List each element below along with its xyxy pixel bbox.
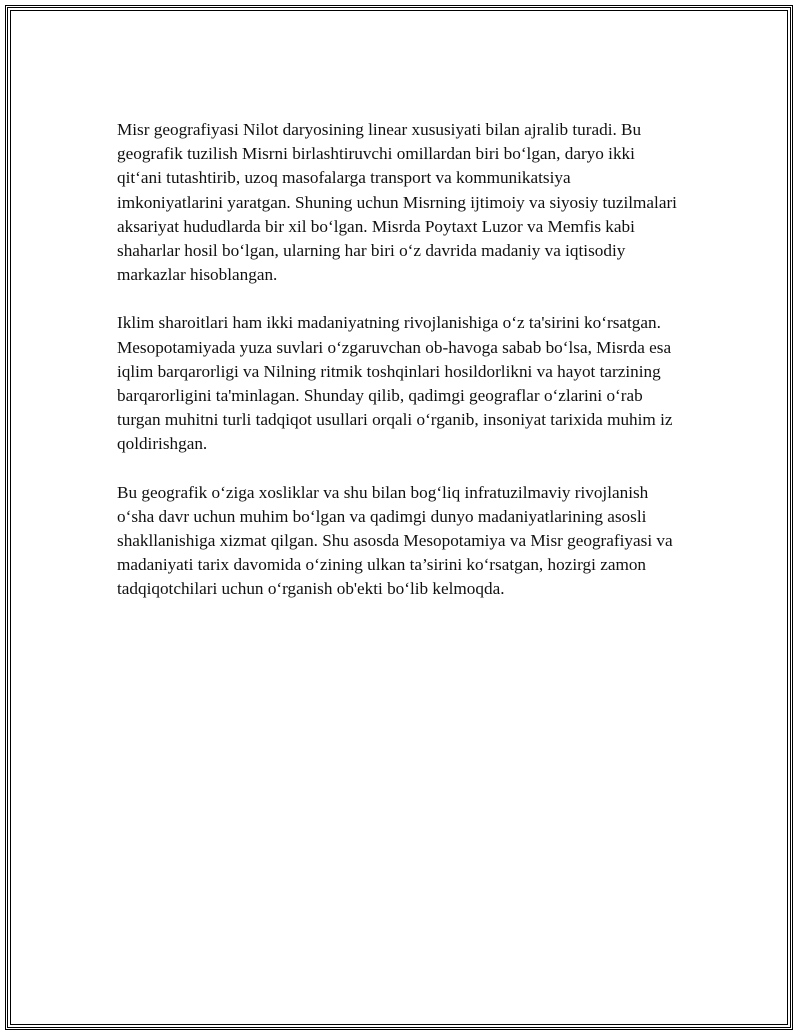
paragraph-1: Misr geografiyasi Nilot daryosining linear xususiyati bilan ajralib turadi. Bu geografik tuzilish Misrni birlashtiruvchi omillardan biri bo‘lgan, daryo ikki qit‘ani tutashtirib, uzoq masofalarga transport va kommunikatsiya imkoniyatlarini yaratgan. Shuning uchun Misrning ijtimoiy va siyosiy tuzilmalari aksariyat hududlarda bir xil bo‘lgan. Misrda Poytaxt Luzor va Memfis kabi shaharlar hosil bo‘lgan, ularning har biri o‘z davrida madaniy va iqtisodiy markazlar hisoblangan. [117,120,677,285]
document-body [117,118,677,626]
paragraph-2: Iklim sharoitlari ham ikki madaniyatning rivojlanishiga o‘z ta'sirini ko‘rsatgan. Mesopotamiyada yuza suvlari o‘zgaruvchan ob-havoga sabab bo‘lsa, Misrda esa iqlim barqarorligi va Nilning ritmik toshqinlari hosildorlikni va hayot tarzining barqarorligini ta'minlagan. Shunday qilib, qadimgi geograflar o‘zlarini o‘rab turgan muhitni turli tadqiqot usullari orqali o‘rganib, insoniyat tarixida muhim iz qoldirishgan. [117,313,673,454]
paragraph-3: Bu geografik o‘ziga xosliklar va shu bilan bog‘liq infratuzilmaviy rivojlanish o‘sha davr uchun muhim bo‘lgan va qadimgi dunyo madaniyatlarining asosli shakllanishiga xizmat qilgan. Shu asosda Mesopotamiya va Misr geografiyasi va madaniyati tarix davomida o‘zining ulkan ta’sirini ko‘rsatgan, hozirgi zamon tadqiqotchilari uchun o‘rganish ob'ekti bo‘lib kelmoqda. [117,482,673,599]
